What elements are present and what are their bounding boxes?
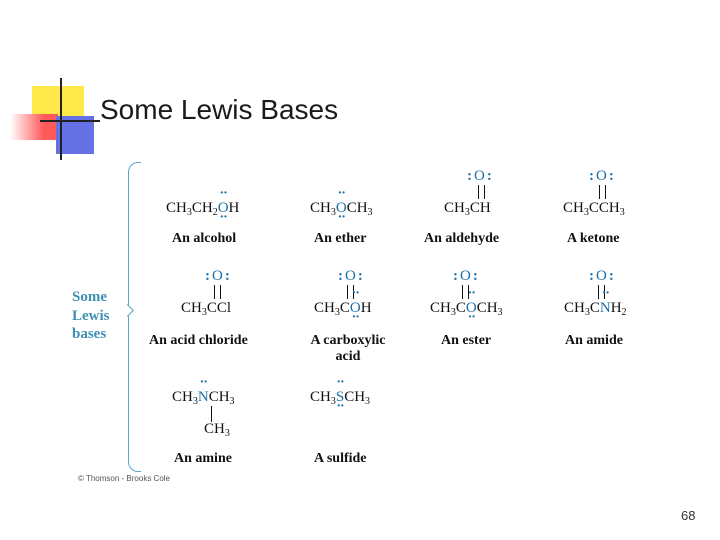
amide-formula: $CH_3C\cdot\cdot NH_2$ [564,300,627,318]
amide-name: An amide [565,333,623,348]
amine-formula: $CH_3\cdot\cdot NCH_3$ [172,389,235,407]
side-label-line-3: bases [72,326,107,342]
alcohol-formula: $CH_3CH_2\cdot\cdot O \cdot\cdot H$ [166,200,239,218]
ester-oxygen: ·· O ·· [466,300,477,316]
aldehyde-double-bond [478,185,485,199]
acid-chloride-name: An acid chloride [149,333,248,348]
logo-vertical-line [60,78,62,160]
aldehyde-carbonyl-oxygen: : O : [474,168,485,185]
carboxylic-acid-carbonyl-oxygen: : O : [345,268,356,285]
page-number: 68 [681,508,696,523]
aldehyde-name: An aldehyde [424,231,500,246]
ketone-double-bond [599,185,606,199]
amine-nitrogen: ·· N [198,389,209,405]
alcohol-oxygen: ·· O ·· [218,200,229,216]
side-label [72,288,110,344]
ether-formula: $CH_3\cdot\cdot O \cdot\cdot CH_3$ [310,200,373,218]
ether-oxygen: ·· O ·· [336,200,347,216]
side-label-line-2: Lewis [72,307,110,324]
side-label-line-1: Some [72,289,107,305]
ketone-formula: $CH_3CCH_3$ [563,200,625,218]
carboxylic-acid-oxygen: ·· O ·· [350,300,361,316]
ketone-carbonyl-oxygen: : O : [596,168,607,185]
acid-chloride-double-bond [214,285,221,299]
ester-formula: $CH_3C\cdot\cdot O \cdot\cdot CH_3$ [430,300,503,318]
ester-name: An ester [441,333,492,348]
amine-single-bond [211,406,212,422]
ester-carbonyl-oxygen: : O : [460,268,471,285]
sulfide-formula: $CH_3\cdot\cdot S \cdot\cdot CH_3$ [310,389,370,407]
ether-name: An ether [314,231,367,246]
amide-carbonyl-oxygen: : O : [596,268,607,285]
carboxylic-acid-formula: $CH_3C\cdot\cdot O \cdot\cdot H$ [314,300,372,318]
slide-title: Some Lewis Bases [100,94,339,125]
alcohol-name: An alcohol [172,231,237,246]
amide-nitrogen: ·· N [600,300,611,316]
bracket-line [128,162,141,472]
acid-chloride-carbonyl-oxygen: : O : [212,268,223,285]
amine-branch: $CH_3$ [204,421,230,439]
acid-chloride-formula: $CH_3CCl$ [181,300,232,318]
sulfide-sulfur: ·· S ·· [336,389,344,405]
carboxylic-acid-name: A carboxylic acid [310,333,386,364]
sulfide-name: A sulfide [314,451,367,466]
aldehyde-formula: $CH_3CH$ [444,200,491,218]
copyright-credit: © Thomson - Brooks Cole [78,474,171,483]
logo-red-square [10,114,58,140]
ketone-name: A ketone [567,231,620,246]
amine-name: An amine [174,451,232,466]
logo-horizontal-line [40,120,100,122]
